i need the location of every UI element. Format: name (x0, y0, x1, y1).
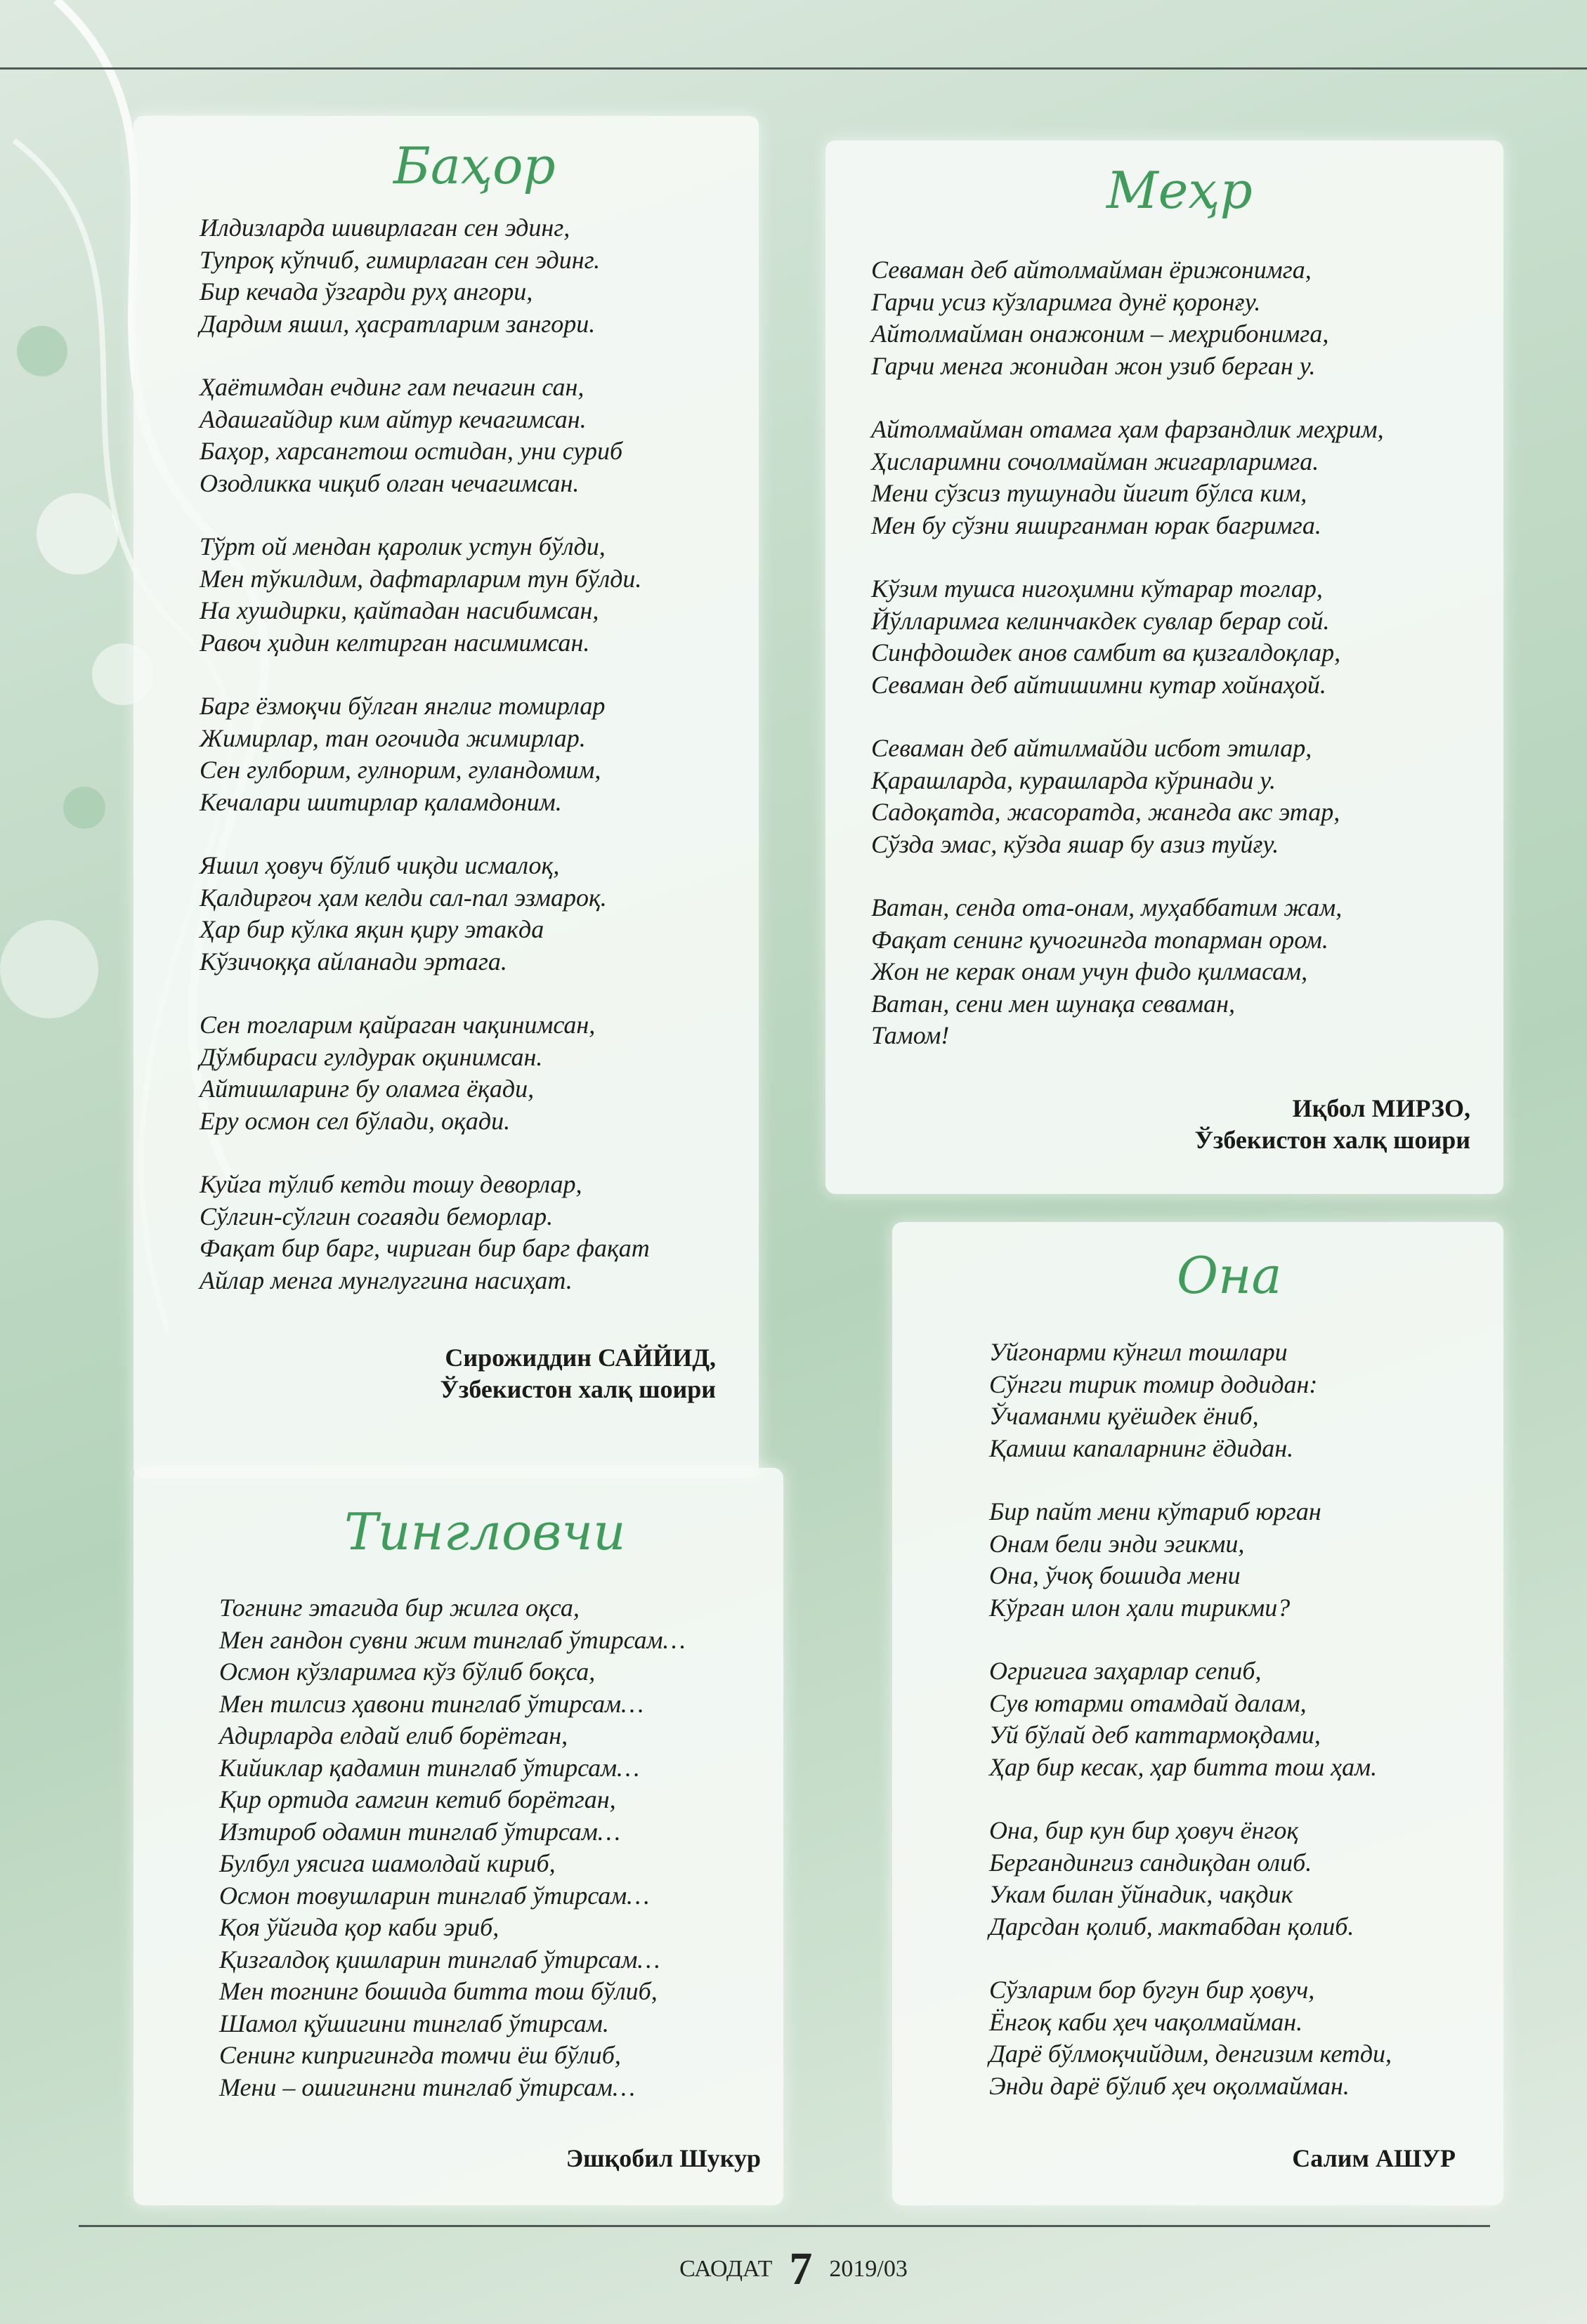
poem-line: Адирларда елдай елиб борётган, (219, 1721, 568, 1749)
poem-line: Баҳор, харсангтош остидан, уни суриб (200, 437, 623, 465)
poem-line: Ватан, сенда ота-онам, муҳаббатим жам, (871, 893, 1343, 921)
poem-line: Она, ўчоқ бошида мени (989, 1561, 1241, 1589)
poem-line: Булбул уясига шамолдай кириб, (219, 1849, 556, 1877)
poem-line: Айтолмайман отамга ҳам фарзандлик меҳрим, (871, 415, 1384, 443)
poem-line: Уйгонарми кўнгил тошлари (989, 1338, 1288, 1366)
poem-line: Мени сўзсиз тушунади йигит бўлса ким, (871, 479, 1307, 507)
author-title: Ўзбекистон халқ шоири (440, 1375, 716, 1403)
poem-line: Мени – ошигингни тинглаб ўтирсам… (219, 2073, 635, 2101)
poem-line: Ҳар бир кесак, ҳар битта тош ҳам. (989, 1752, 1378, 1781)
header-rule (0, 67, 1587, 70)
poem-line: Она, бир кун бир ҳовуч ёнгоқ (989, 1816, 1299, 1844)
stanza (989, 1337, 1392, 1464)
poem-line: Қамиш капаларнинг ёдидан. (989, 1433, 1294, 1462)
poem-author-mehr (1195, 1093, 1470, 1156)
stanza (200, 1169, 650, 1296)
poem-line: Айтишларинг бу оламга ёқади, (200, 1075, 535, 1103)
poem-line: Мен бу сўзни яширганман юрак багримга. (871, 511, 1321, 539)
stanza (989, 1815, 1392, 1943)
poem-line: Барг ёзмоқчи бўлган янглиг томирлар (200, 692, 606, 720)
stanza (989, 1974, 1392, 2102)
poem-line: Тамом! (871, 1021, 950, 1049)
poem-author-bahor (440, 1342, 716, 1405)
poem-line: Қоя ўйгида қор каби эриб, (219, 1913, 499, 1941)
page-number: 7 (789, 2243, 813, 2295)
stanza (200, 372, 650, 499)
poem-line: Йўлларимга келинчакдек сувлар берар сой. (871, 606, 1330, 635)
poem-line: Дардим яшил, ҳасратларим зангори. (200, 309, 596, 338)
poem-line: Кўзим тушса нигоҳимни кўтарар тоглар, (871, 575, 1323, 603)
author-title: Ўзбекистон халқ шоири (1194, 1126, 1470, 1154)
poem-line: Изтироб одамин тинглаб ўтирсам… (219, 1817, 620, 1846)
poem-line: Тупроқ кўпчиб, гимирлаган сен эдинг. (200, 245, 601, 274)
poem-line: Мен тилсиз ҳавони тинглаб ўтирсам… (219, 1689, 644, 1718)
poem-line: Қизгалдоқ қишларин тинглаб ўтирсам… (219, 1945, 660, 1974)
poem-title-bahor: Баҳор (393, 136, 556, 195)
poem-line: Шамол қўшигини тинглаб ўтирсам. (219, 2009, 609, 2037)
poem-author-ona (1292, 2143, 1456, 2174)
stanza (871, 733, 1384, 860)
stanza (989, 1655, 1392, 1783)
poem-line: Сен гулборим, гулнорим, гуландомим, (200, 756, 601, 784)
poem-text-tinglovchi (219, 1592, 686, 2103)
poem-line: Қир ортида гамгин кетиб борётган, (219, 1785, 616, 1813)
poem-line: Осмон кўзларимга кўз бўлиб боқса, (219, 1657, 596, 1686)
stanza (871, 254, 1384, 382)
poem-line: Кийиклар қадамин тинглаб ўтирсам… (219, 1753, 640, 1782)
poem-line: Севаман деб айтишимни кутар хойнаҳой. (871, 670, 1326, 699)
poem-line: Илдизларда шивирлаган сен эдинг, (200, 214, 570, 242)
poem-line: Сўзда эмас, кўзда яшар бу азиз туйғу. (871, 829, 1279, 858)
stanza (989, 1496, 1392, 1624)
poem-line: Сенинг кипригингда томчи ёш бўлиб, (219, 2041, 621, 2069)
poem-line: Ҳисларимни сочолмайман жигарларимга. (871, 447, 1319, 475)
poem-line: Тогнинг этагида бир жилга оқса, (219, 1594, 580, 1622)
stanza (871, 892, 1384, 1052)
author-name: Салим АШУР (1292, 2144, 1456, 2172)
poem-line: Сўнгги тирик томир додидан: (989, 1370, 1318, 1398)
issue-number: 2019/03 (829, 2256, 908, 2282)
poem-line: Сен тогларим қайраган чақинимсан, (200, 1011, 596, 1039)
poem-title-mehr: Меҳр (1106, 161, 1253, 220)
poem-line: Куйга тўлиб кетди тошу деворлар, (200, 1170, 582, 1198)
poem-line: Дарё бўлмоқчийдим, денгизим кетди, (989, 2040, 1392, 2068)
author-name: Иқбол МИРЗО, (1292, 1094, 1470, 1122)
stanza (200, 212, 650, 340)
poem-line: Сўлгин-сўлгин согаяди беморлар. (200, 1202, 554, 1230)
poem-line: Қалдирғоч ҳам келди сал-пал эзмароқ. (200, 883, 607, 912)
poem-line: Айтолмайман онажоним – меҳрибонимга, (871, 320, 1329, 348)
author-name: Эшқобил Шукур (566, 2144, 761, 2172)
poem-line: Мен тўкилдим, дафтарларим тун бўлди. (200, 564, 642, 593)
poem-line: Ёнгоқ каби ҳеч чақолмайман. (989, 2007, 1303, 2036)
poem-line: Адашгайдир ким айтур кечагимсан. (200, 405, 587, 433)
poem-line: Еру осмон сел бўлади, оқади. (200, 1106, 511, 1135)
poem-line: Гарчи менга жонидан жон узиб берган у. (871, 351, 1316, 380)
stanza (200, 850, 650, 978)
magazine-name: САОДАТ (679, 2256, 773, 2282)
poem-line: Дарсдан қолиб, мактабдан қолиб. (989, 1912, 1354, 1941)
stanza (200, 1009, 650, 1137)
poem-author-tinglovchi (566, 2143, 761, 2174)
page-footer (0, 2243, 1587, 2296)
poem-line: Қарашларда, курашларда кўринади у. (871, 766, 1276, 794)
poem-text-ona (989, 1337, 1392, 2134)
poem-line: Кўрган илон ҳали тирикми? (989, 1593, 1291, 1622)
poem-line: Севаман деб айтолмайман ёрижонимга, (871, 256, 1312, 284)
poem-line: Фақат сенинг қучогингда топарман ором. (871, 925, 1328, 954)
poem-line: Дўмбираси гулдурак оқинимсан. (200, 1042, 543, 1071)
poem-line: Садоқатда, жасоратда, жангда акс этар, (871, 798, 1340, 826)
poem-line: Мен тогнинг бошида битта тош бўлиб, (219, 1977, 658, 2005)
poem-line: Равоч ҳидин келтирган насимимсан. (200, 628, 590, 657)
poem-line: Сув ютарми отамдай далам, (989, 1688, 1307, 1717)
poem-title-ona: Она (1177, 1246, 1282, 1305)
poem-line: Осмон товушларин тинглаб ўтирсам… (219, 1881, 650, 1910)
poem-line: Онам бели энди эгикми, (989, 1529, 1245, 1558)
poem-text-mehr (871, 254, 1384, 1084)
poem-line: Яшил ҳовуч бўлиб чиқди исмалоқ, (200, 851, 560, 879)
poem-line: Синфдошдек анов самбит ва қизгалдоқлар, (871, 638, 1341, 667)
poem-line: Озодликка чиқиб олган чечагимсан. (200, 468, 580, 497)
poem-line: Кечалари шитирлар қаламдоним. (200, 787, 562, 816)
stanza (871, 414, 1384, 541)
poem-line: Сўзларим бор бугун бир ҳовуч, (989, 1976, 1315, 2004)
poem-line: На хушдирки, қайтадан насибимсан, (200, 596, 599, 624)
poem-line: Айлар менга мунглуггина насиҳат. (200, 1266, 573, 1294)
poem-line: Жимирлар, тан огочида жимирлар. (200, 723, 586, 752)
poem-line: Жон не керак онам учун фидо қилмасам, (871, 957, 1308, 985)
poem-line: Бир пайт мени кўтариб юрган (989, 1497, 1321, 1525)
poem-line: Мен гандон сувни жим тинглаб ўтирсам… (219, 1625, 686, 1654)
poem-line: Гарчи усиз кўзларимга дунё қоронғу. (871, 287, 1261, 316)
footer-rule (79, 2225, 1490, 2227)
poem-line: Ватан, сени мен шунақа севаман, (871, 989, 1235, 1018)
poem-line: Кўзичоққа айланади эртага. (200, 947, 507, 976)
poem-line: Фақат бир барг, чириган бир барг фақат (200, 1234, 650, 1262)
stanza (871, 573, 1384, 701)
poem-line: Севаман деб айтилмайди исбот этилар, (871, 734, 1312, 762)
poem-line: Бир кечада ўзгарди руҳ ангори, (200, 277, 533, 306)
author-name: Сирожиддин САЙЙИД, (445, 1344, 716, 1372)
poem-line: Тўрт ой мендан қаролик устун бўлди, (200, 532, 606, 560)
poem-line: Бергандингиз сандиқдан олиб. (989, 1848, 1312, 1877)
poem-line: Ҳаётимдан ечдинг гам печагин сан, (200, 373, 584, 401)
poem-title-tinglovchi: Тингловчи (344, 1502, 626, 1561)
stanza (200, 531, 650, 659)
poem-line: Ўчаманми қуёшдек ёниб, (989, 1402, 1259, 1430)
poem-line: Уй бўлай деб каттармоқдами, (989, 1721, 1321, 1749)
poem-line: Ҳар бир кўлка яқин қиру этакда (200, 915, 544, 943)
stanza (200, 690, 650, 818)
poem-line: Энди дарё бўлиб ҳеч оқолмайман. (989, 2071, 1350, 2100)
poem-line: Укам билан ўйнадик, чақдик (989, 1880, 1293, 1908)
poem-text-bahor (200, 212, 650, 1328)
poem-line: Огригига заҳарлар сепиб, (989, 1657, 1262, 1685)
